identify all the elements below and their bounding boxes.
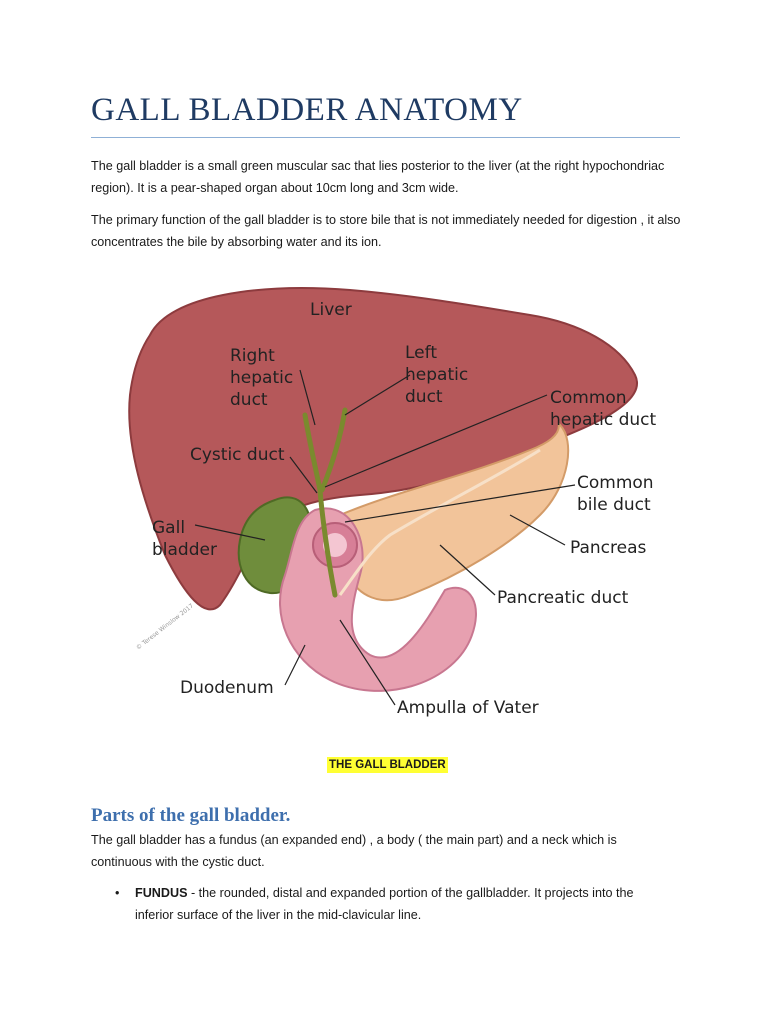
bullet-text	[135, 882, 665, 926]
parts-paragraph: The gall bladder has a fundus (an expanded end) , a body ( the main part) and a neck which is continuous with the cystic duct.	[91, 833, 617, 869]
label-pancreas: Pancreas	[570, 538, 647, 558]
label-common-hepatic-2: hepatic duct	[550, 410, 657, 430]
gallbladder-anatomy-illustration	[110, 275, 680, 725]
label-liver: Liver	[310, 300, 352, 320]
label-right-hepatic-3: duct	[230, 390, 268, 410]
bullet-icon: •	[115, 886, 120, 900]
bullet-description: - the rounded, distal and expanded portion of the gallbladder. It projects into the inferior surface of the liver in the mid-clavicular line.	[135, 886, 634, 922]
label-gall-2: bladder	[152, 540, 217, 560]
copyright-text: © Terese Winslow 2017	[134, 602, 196, 652]
section-heading: Parts of the gall bladder.	[91, 805, 291, 826]
intro-paragraph: The gall bladder is a small green muscular sac that lies posterior to the liver (at the right hypochondriac region). It is a pear-shaped organ about 10cm long and 3cm wide.	[91, 159, 665, 195]
label-common-bile-2: bile duct	[577, 495, 651, 515]
label-left-hepatic-2: hepatic	[405, 365, 469, 385]
label-right-hepatic-1: Right	[230, 346, 275, 366]
label-ampulla: Ampulla of Vater	[397, 698, 539, 718]
label-common-bile-1: Common	[577, 473, 654, 493]
bullet-term: FUNDUS	[135, 886, 188, 900]
label-common-hepatic-1: Common	[550, 388, 627, 408]
figure-caption: THE GALL BLADDER	[329, 759, 446, 771]
label-duodenum: Duodenum	[180, 678, 274, 698]
page-title: GALL BLADDER ANATOMY	[91, 92, 523, 128]
label-right-hepatic-2: hepatic	[230, 368, 294, 388]
title-underline	[91, 137, 680, 138]
label-cystic-duct: Cystic duct	[190, 445, 285, 465]
label-left-hepatic-3: duct	[405, 387, 443, 407]
label-pancreatic-duct: Pancreatic duct	[497, 588, 629, 608]
function-paragraph: The primary function of the gall bladder is to store bile that is not immediately needed for digestion , it also concentrates the bile by absorbing water and its ion.	[91, 213, 681, 249]
label-left-hepatic-1: Left	[405, 343, 437, 363]
label-gall-1: Gall	[152, 518, 186, 538]
